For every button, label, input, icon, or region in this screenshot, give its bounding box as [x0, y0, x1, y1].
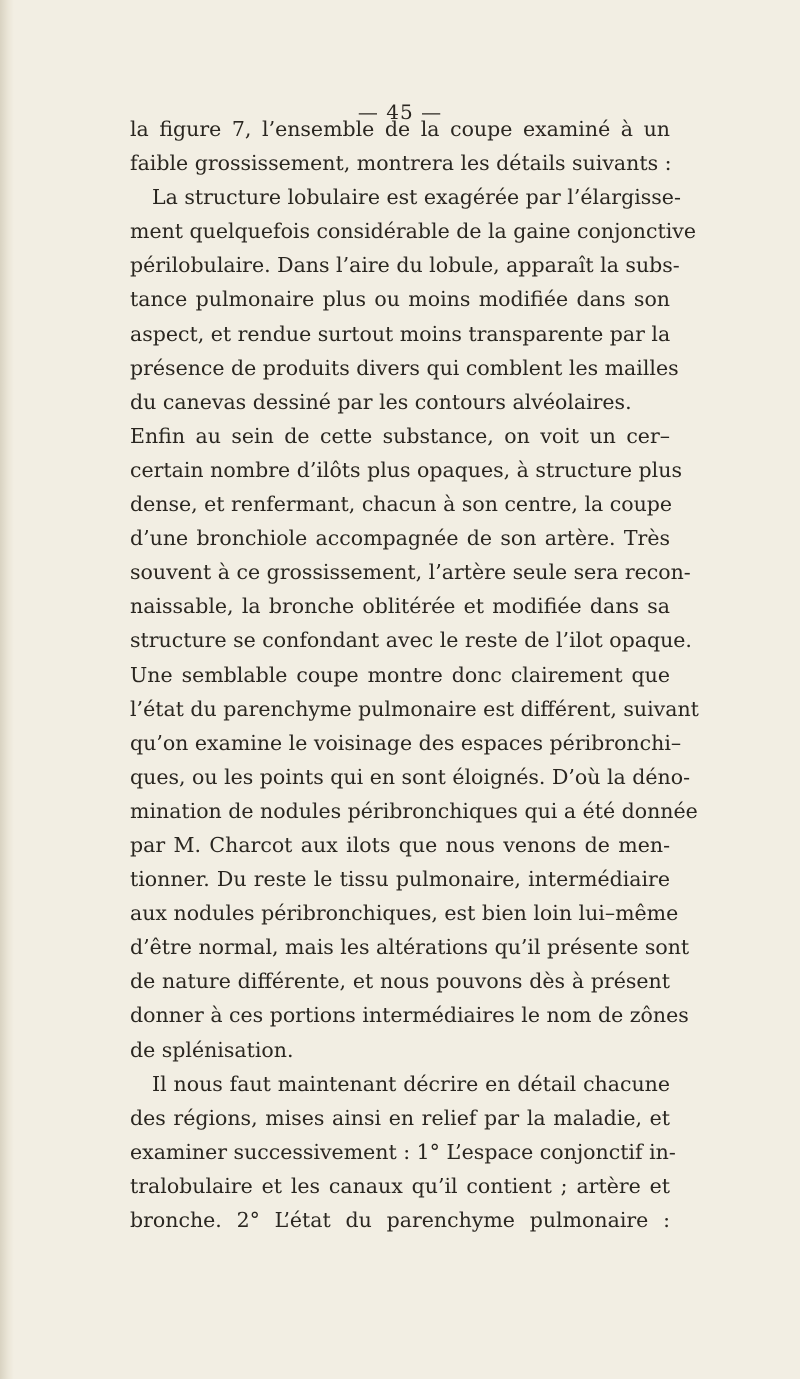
text-line: donner à ces portions intermédiaires le nom de zônes: [130, 1003, 689, 1028]
text-line: Enfin au sein de cette substance, on voit un cer–: [130, 423, 670, 448]
text-line: mination de nodules péribronchiques qui a été donnée: [130, 798, 698, 823]
text-line: La structure lobulaire est exagérée par l’élargisse-: [152, 185, 681, 210]
text-line: certain nombre d’ilôts plus opaques, à structure plus: [130, 457, 682, 482]
text-line: par M. Charcot aux ilots que nous venons de men-: [130, 832, 670, 857]
page-binding-edge: [0, 0, 14, 1379]
text-line: tralobulaire et les canaux qu’il contient ; artère et: [130, 1173, 670, 1198]
text-line: naissable, la bronche oblitérée et modifiée dans sa: [130, 594, 670, 619]
text-line: l’état du parenchyme pulmonaire est différent, suivant: [130, 696, 699, 721]
text-line: ques, ou les points qui en sont éloignés. D’où la déno-: [130, 764, 690, 789]
text-line: la figure 7, l’ensemble de la coupe examiné à un: [130, 117, 670, 141]
text-line: souvent à ce grossissement, l’artère seule sera recon-: [130, 560, 691, 585]
text-line: ment quelquefois considérable de la gaine conjonctive: [130, 219, 696, 244]
text-line: aux nodules péribronchiques, est bien loin lui–même: [130, 901, 679, 926]
text-line: périlobulaire. Dans l’aire du lobule, apparaît la subs-: [130, 253, 680, 278]
text-line: bronche. 2° L’état du parenchyme pulmonaire :: [130, 1208, 670, 1232]
text-line: des régions, mises ainsi en relief par la maladie, et: [130, 1105, 670, 1130]
text-line: présence de produits divers qui comblent les mailles: [130, 355, 679, 380]
text-line: dense, et renfermant, chacun à son centre, la coupe: [130, 492, 673, 517]
page-number: — 45 —: [357, 100, 443, 124]
text-line: tance pulmonaire plus ou moins modifiée dans son: [130, 287, 670, 312]
text-line: de splénisation.: [130, 1037, 294, 1062]
text-line: faible grossissement, montrera les détails suivants :: [130, 151, 672, 176]
text-line: de nature différente, et nous pouvons dès à présent: [130, 969, 670, 994]
body-text: [130, 112, 699, 1237]
text-line: d’être normal, mais les altérations qu’il présente sont: [130, 935, 690, 960]
text-line: qu’on examine le voisinage des espaces péribronchi–: [130, 730, 682, 755]
text-line: Il nous faut maintenant décrire en détail chacune: [152, 1071, 670, 1096]
text-line: examiner successivement : 1° L’espace conjonctif in-: [130, 1139, 676, 1164]
text-line: d’une bronchiole accompagnée de son artère. Très: [130, 526, 670, 551]
text-line: du canevas dessiné par les contours alvéolaires.: [130, 389, 632, 414]
text-line: tionner. Du reste le tissu pulmonaire, intermédiaire: [130, 867, 670, 892]
text-line: Une semblable coupe montre donc clairement que: [130, 662, 670, 687]
text-line: structure se confondant avec le reste de l’ilot opaque.: [130, 628, 692, 653]
text-line: aspect, et rendue surtout moins transparente par la: [130, 321, 671, 346]
